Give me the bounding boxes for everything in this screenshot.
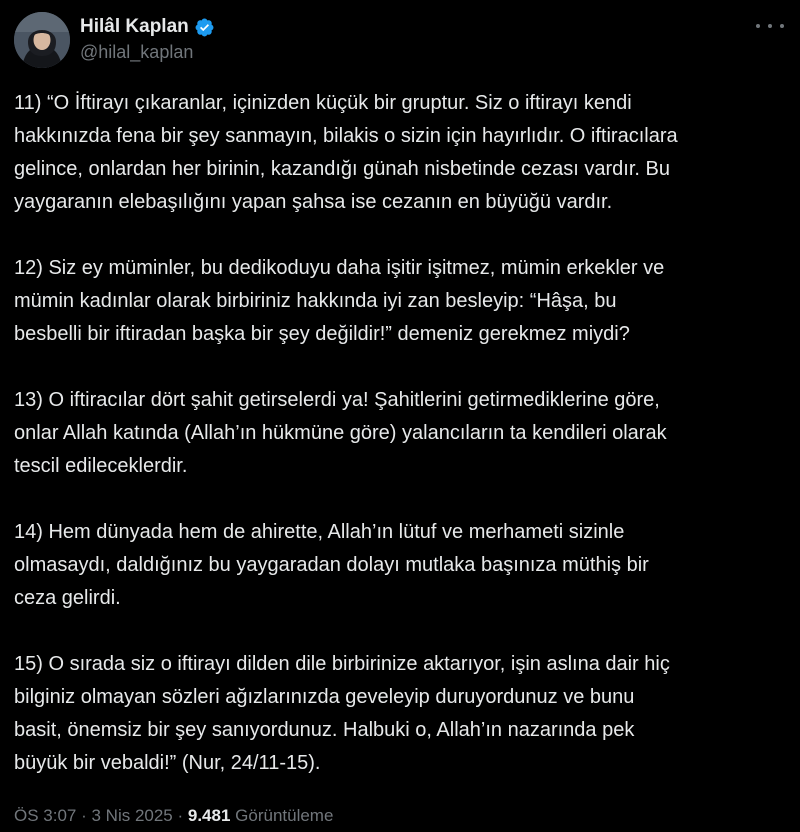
display-name-row <box>80 14 215 40</box>
tweet-paragraph: 13) O iftiracılar dört şahit getirselerdi ya! Şahitlerini getirmediklerine göre, onlar Allah katında (Allah’ın hükmüne göre) yalancıların ta kendileri olarak tescil edileceklerdir. <box>14 389 667 477</box>
avatar-image <box>14 12 70 68</box>
tweet-paragraph: 14) Hem dünyada hem de ahirette, Allah’ın lütuf ve merhameti sizinle olmasaydı, daldığınız bu yaygaradan dolayı mutlaka başınıza müthiş bir ceza gelirdi. <box>14 521 649 609</box>
verified-badge-icon[interactable] <box>194 17 215 38</box>
tweet-meta <box>14 806 333 826</box>
handle[interactable]: @hilal_kaplan <box>80 42 194 62</box>
more-dot <box>768 24 772 28</box>
meta-separator: · <box>172 806 188 825</box>
more-dot <box>780 24 784 28</box>
tweet-time[interactable]: ÖS 3:07 <box>14 806 77 825</box>
more-options-icon[interactable] <box>756 16 784 36</box>
views-label: Görüntüleme <box>230 806 334 825</box>
tweet-header <box>14 12 786 68</box>
avatar[interactable] <box>14 12 70 68</box>
tweet-paragraph: 12) Siz ey müminler, bu dedikoduyu daha işitir işitmez, mümin erkekler ve mümin kadınlar olarak birbiriniz hakkında iyi zan besleyip: “Hâşa, bu besbelli bir iftiradan başka bir şey değildir!” demeniz gerekmez miydi? <box>14 257 665 345</box>
meta-separator: · <box>76 806 92 825</box>
author-names <box>80 14 215 63</box>
views-count: 9.481 <box>187 806 231 825</box>
more-dot <box>756 24 760 28</box>
display-name[interactable]: Hilâl Kaplan <box>80 16 189 37</box>
tweet-date[interactable]: 3 Nis 2025 <box>91 806 173 825</box>
tweet-text <box>14 87 786 780</box>
tweet-paragraph: 11) “O İftirayı çıkaranlar, içinizden küçük bir gruptur. Siz o iftirayı kendi hakkınızda fena bir şey sanmayın, bilakis o sizin için hayırlıdır. O iftiracılara gelince, onlardan her birinin, kazandığı günah nisbetinde cezası vardır. Bu yaygaranın elebaşılığını yapan şahsa ise cezanın en büyüğü vardır. <box>14 92 678 213</box>
tweet-paragraph: 15) O sırada siz o iftirayı dilden dile birbirinize aktarıyor, işin aslına dair hiç bilginiz olmayan sözleri ağızlarınızda geveleyip duruyordunuz ve bunu basit, önemsiz bir şey sanıyordunuz. Halbuki o, Allah’ın nazarında pek büyük bir vebaldi!” (Nur, 24/11-15). <box>14 653 670 774</box>
